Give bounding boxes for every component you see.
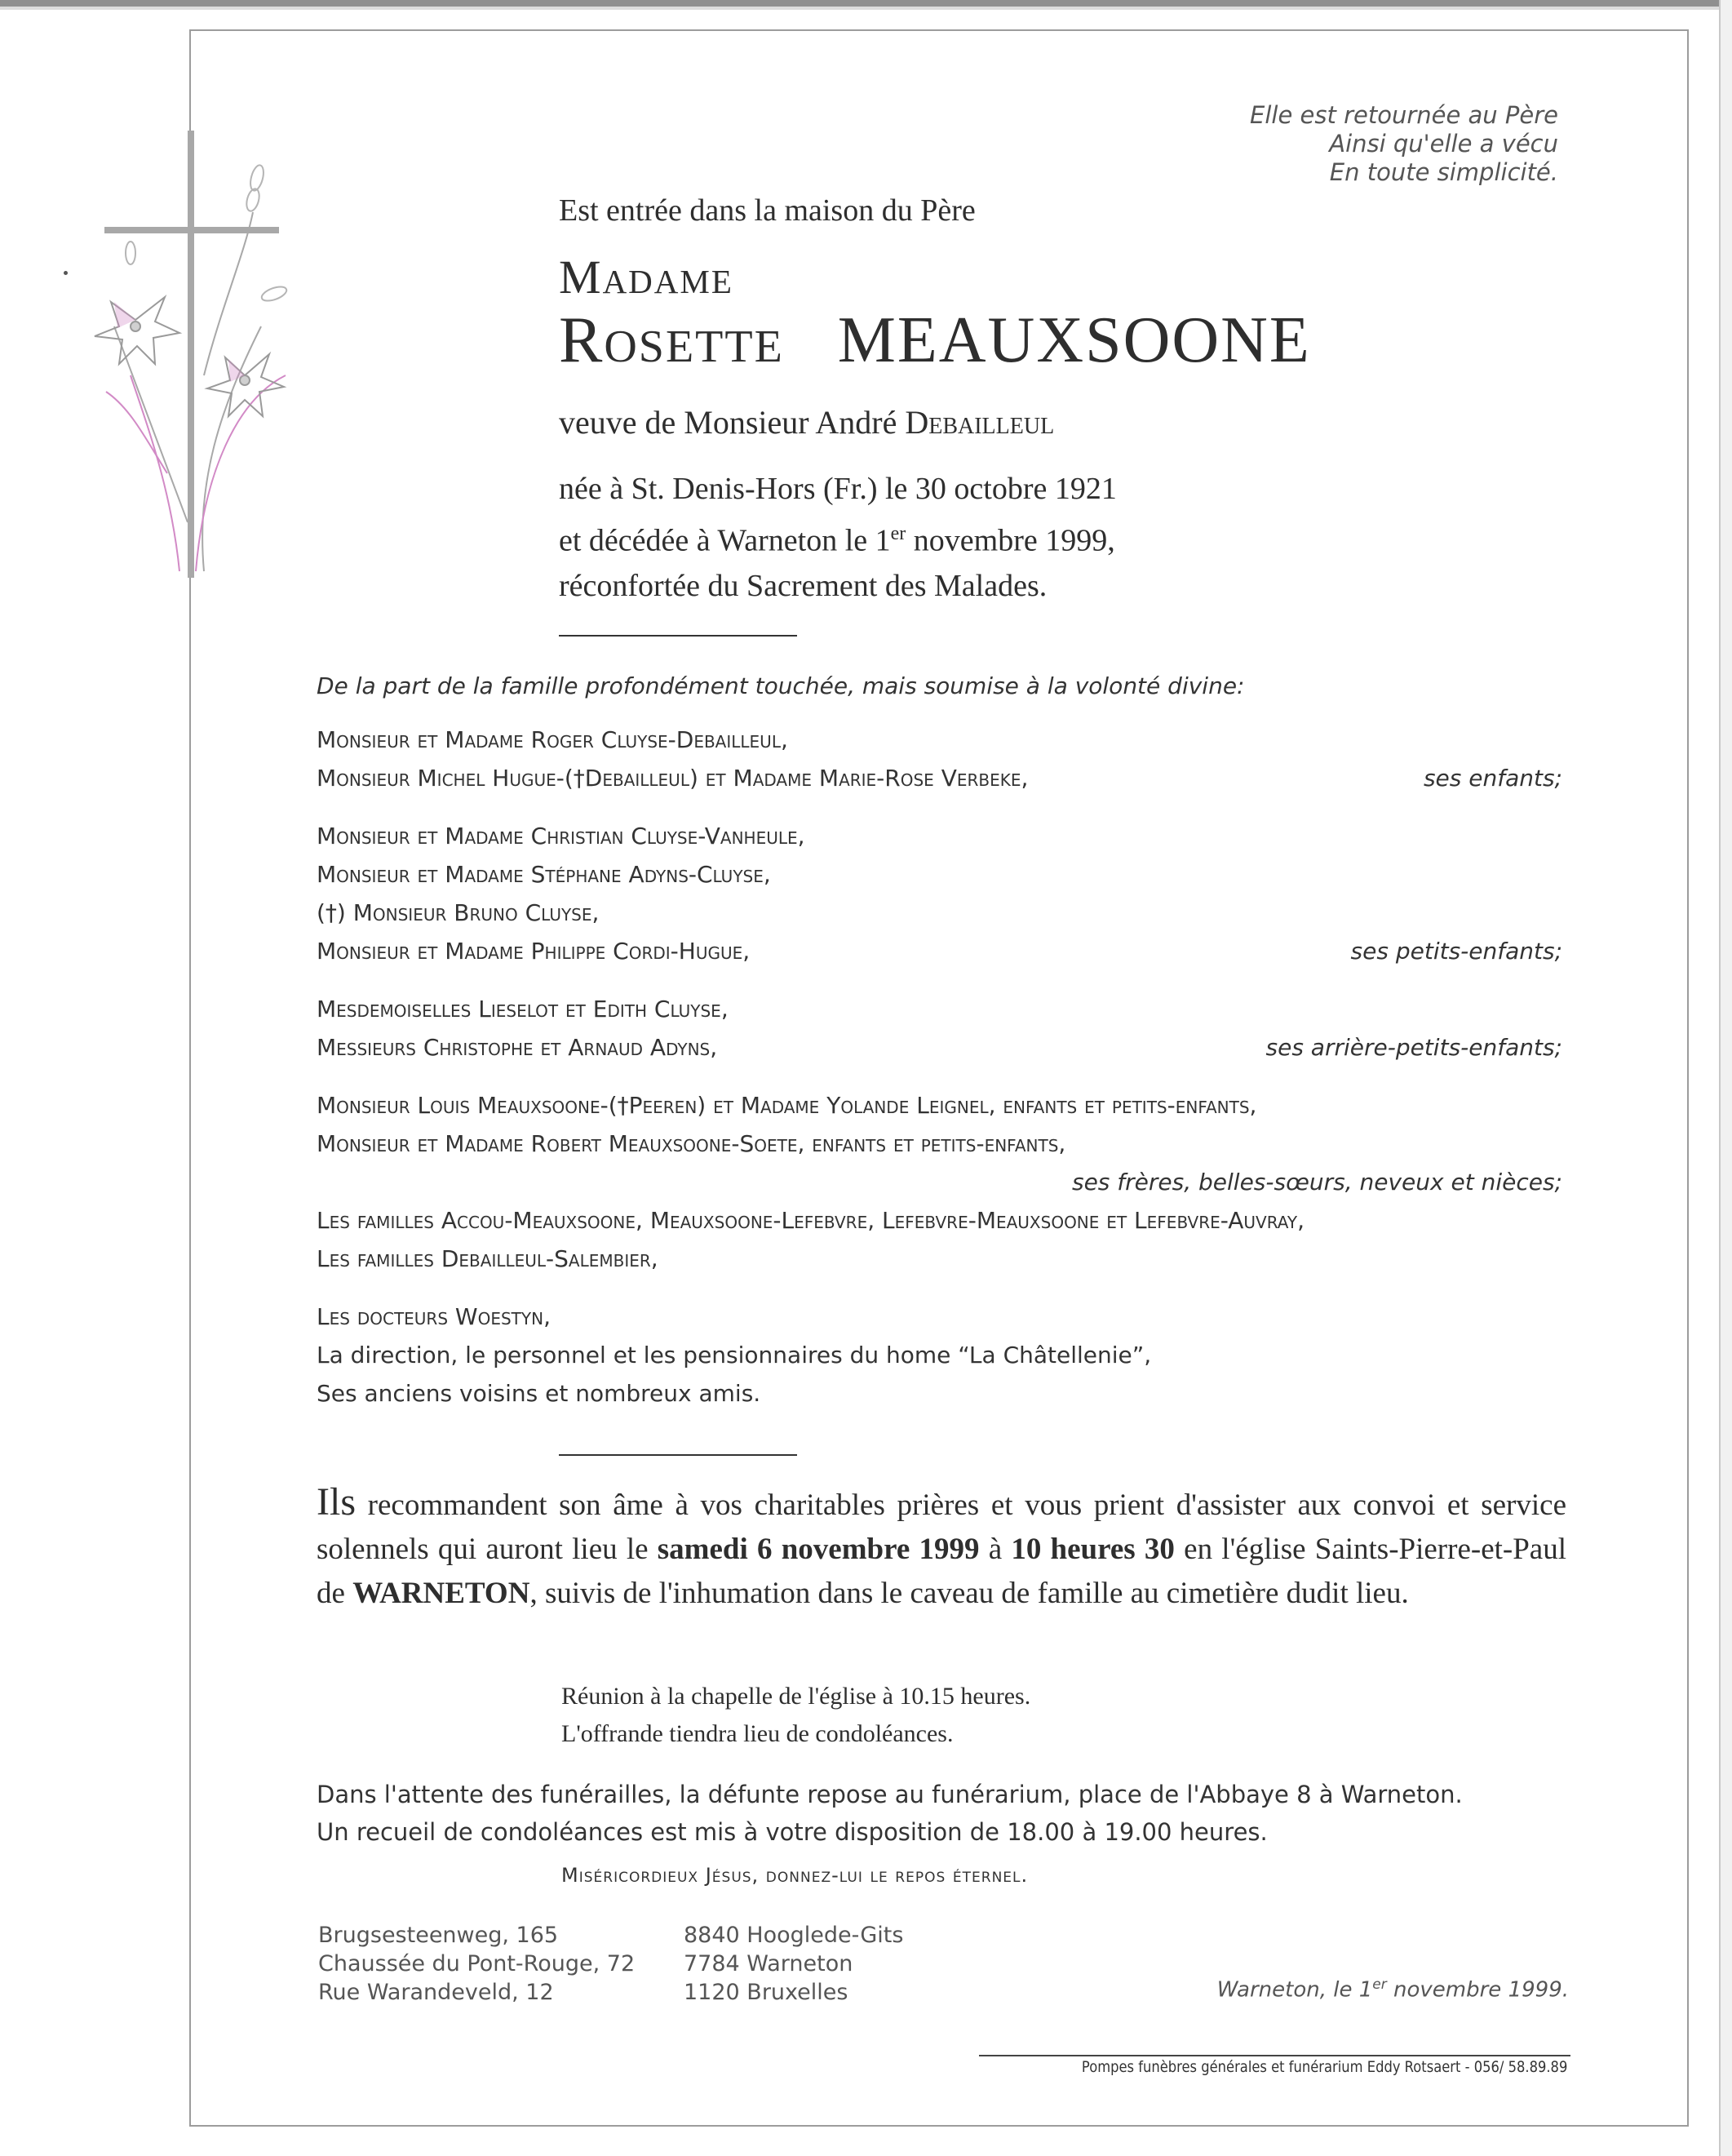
last-name: MEAUXSOONE: [837, 304, 1311, 376]
funeral-home-rule: [979, 2055, 1570, 2056]
divider-bottom: [559, 1454, 797, 1456]
family-list: [317, 672, 1562, 1432]
family-line-text: Monsieur et Madame Christian Cluyse-Vanheule,: [317, 823, 805, 850]
service-text: en l'église Saints-Pierre-et-Paul de: [317, 1533, 1566, 1610]
biography: [559, 467, 1117, 609]
address-street: Rue Warandeveld, 12: [318, 1980, 554, 2005]
place-date-end: novembre 1999.: [1386, 1977, 1569, 2003]
family-line-text: Monsieur et Madame Philippe Cordi-Hugue,: [317, 938, 751, 965]
family-line: [317, 990, 1562, 1028]
epigraph-line: Ainsi qu'elle a vécu: [1329, 130, 1558, 157]
family-line: [317, 1028, 1562, 1067]
service-text: à: [979, 1533, 1012, 1566]
death-line-start: et décédée à Warneton le 1: [559, 523, 891, 558]
family-line-text: Les familles Debailleul-Salembier,: [317, 1245, 658, 1272]
closing-prayer: Miséricordieux Jésus, donnez-lui le repos éternel.: [561, 1864, 1029, 1887]
address-cities: [684, 1921, 903, 2007]
family-line-text: Les familles Accou-Meauxsoone, Meauxsoone-Lefebvre, Lefebvre-Meauxsoone et Lefebvre-Auvray,: [317, 1207, 1305, 1234]
funerarium-line: Dans l'attente des funérailles, la défunte repose au funérarium, place de l'Abbaye 8 à Warneton.: [317, 1781, 1463, 1808]
epigraph: [1250, 101, 1558, 187]
family-line-text: (†) Monsieur Bruno Cluyse,: [317, 899, 600, 926]
title-madame: Madame: [559, 251, 733, 304]
scan-edge-top-shadow: [0, 7, 1732, 10]
family-line: [317, 855, 1562, 894]
group-others: [317, 1298, 1562, 1413]
cross-flowers-ornament-icon: [82, 131, 302, 588]
family-line: [317, 1086, 1562, 1125]
deceased-name: [559, 304, 1311, 378]
intro-line: Est entrée dans la maison du Père: [559, 193, 976, 228]
address-city: 8840 Hooglede-Gits: [684, 1923, 904, 1948]
reunion-line: Réunion à la chapelle de l'église à 10.15 heures.: [561, 1683, 1031, 1710]
service-announcement: [317, 1480, 1566, 1616]
service-drop-cap: Ils: [317, 1480, 356, 1524]
widow-surname: Debailleul: [905, 404, 1055, 441]
family-line: [317, 1298, 1562, 1336]
birth-line: née à St. Denis-Hors (Fr.) le 30 octobre 1921: [559, 472, 1117, 506]
funeral-home-credit: Pompes funèbres générales et funérarium Eddy Rotsaert - 056/ 58.89.89: [1081, 2058, 1567, 2076]
family-line: [317, 1336, 1562, 1374]
family-intro: De la part de la famille profondément touchée, mais soumise à la volonté divine:: [317, 672, 1245, 699]
widow-prefix: veuve de Monsieur André: [559, 404, 897, 441]
family-line: [317, 1374, 1562, 1413]
group-siblings: [317, 1086, 1562, 1278]
epigraph-line: Elle est retournée au Père: [1250, 101, 1558, 129]
death-line-sup: er: [890, 523, 906, 544]
family-line-text: Monsieur Louis Meauxsoone-(†Peeren) et Madame Yolande Leignel, enfants et petits-enfants,: [317, 1092, 1257, 1119]
family-line: [317, 817, 1562, 855]
group-grandchildren: [317, 817, 1562, 970]
scan-speck: [64, 271, 68, 275]
service-time: 10 heures 30: [1011, 1533, 1175, 1566]
comfort-line: réconfortée du Sacrement des Malades.: [559, 568, 1048, 603]
death-line-end: novembre 1999,: [906, 523, 1115, 558]
relation-label: ses arrière-petits-enfants;: [1265, 1034, 1562, 1061]
service-text: , suivis de l'inhumation dans le caveau de famille au cimetière dudit lieu.: [529, 1577, 1409, 1610]
family-line-text: Monsieur et Madame Roger Cluyse-Debailleul,: [317, 726, 788, 753]
family-line-text: Ses anciens voisins et nombreux amis.: [317, 1380, 761, 1407]
scan-edge-right: [1719, 0, 1732, 2156]
reunion-info: [561, 1678, 1030, 1753]
family-line: [317, 932, 1562, 970]
address-street: Brugsesteenweg, 165: [318, 1923, 559, 1948]
address-city: 7784 Warneton: [684, 1951, 853, 1976]
family-line-text: Les docteurs Woestyn,: [317, 1303, 551, 1330]
place-date-start: Warneton, le 1: [1216, 1977, 1373, 2003]
service-date: samedi 6 novembre 1999: [657, 1533, 980, 1566]
widow-of: [559, 403, 1054, 441]
group-children: [317, 721, 1562, 797]
service-text: recommandent son âme à vos charitables prières et vous prient d'assister aux convoi et service solennels qui auront lieu le: [317, 1488, 1566, 1566]
place-and-date: [1217, 1976, 1569, 2003]
death-line: [559, 512, 1117, 564]
relation-label: ses enfants;: [1423, 765, 1562, 792]
family-line-text: Mesdemoiselles Lieselot et Edith Cluyse,: [317, 996, 729, 1023]
service-place: WARNETON: [352, 1577, 530, 1610]
family-line: [317, 1201, 1562, 1240]
relation-label: ses petits-enfants;: [1350, 938, 1562, 965]
condolence-register-line: Un recueil de condoléances est mis à votre disposition de 18.00 à 19.00 heures.: [317, 1818, 1268, 1846]
family-line: [317, 1240, 1562, 1278]
first-name: Rosette: [559, 304, 784, 376]
group-great-grandchildren: [317, 990, 1562, 1067]
address-city: 1120 Bruxelles: [684, 1980, 848, 2005]
family-line-text: Monsieur et Madame Stéphane Adyns-Cluyse,: [317, 861, 771, 888]
place-date-sup: er: [1372, 1976, 1387, 1993]
family-line-text: Messieurs Christophe et Arnaud Adyns,: [317, 1034, 718, 1061]
family-line: [317, 721, 1562, 759]
divider-top: [559, 635, 797, 637]
family-line-text: Monsieur Michel Hugue-(†Debailleul) et Madame Marie-Rose Verbeke,: [317, 765, 1029, 792]
offering-line: L'offrande tiendra lieu de condoléances.: [561, 1720, 954, 1747]
scan-edge-top: [0, 0, 1732, 7]
relation-label: ses frères, belles-sœurs, neveux et nièces;: [1071, 1169, 1562, 1196]
address-streets: [318, 1921, 635, 2007]
funerarium-info: [317, 1776, 1463, 1851]
epigraph-line: En toute simplicité.: [1329, 158, 1558, 186]
family-line: [317, 759, 1562, 797]
family-line-text: Monsieur et Madame Robert Meauxsoone-Soete, enfants et petits-enfants,: [317, 1130, 1066, 1157]
family-line: [317, 894, 1562, 932]
family-line-text: La direction, le personnel et les pensionnaires du home “La Châtellenie”,: [317, 1342, 1152, 1369]
family-line: [317, 1125, 1562, 1163]
address-street: Chaussée du Pont-Rouge, 72: [318, 1951, 636, 1976]
